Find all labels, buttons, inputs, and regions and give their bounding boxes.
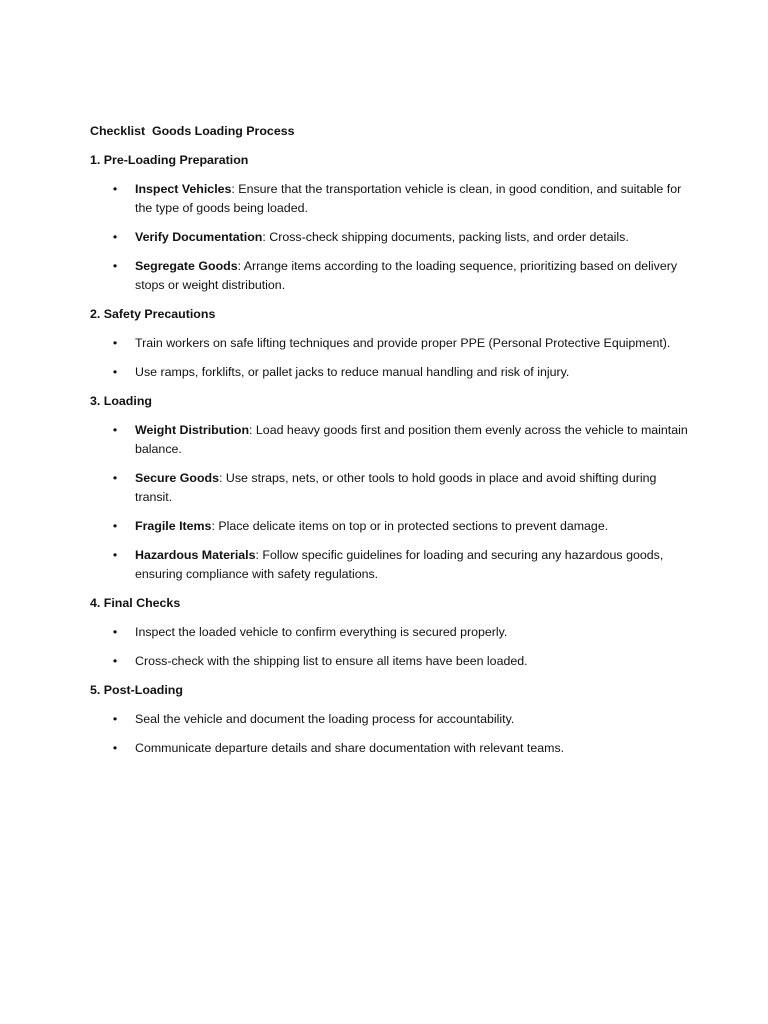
item-term: Fragile Items	[135, 519, 212, 533]
item-text: : Place delicate items on top or in protected sections to prevent damage.	[211, 519, 609, 533]
bullet-icon: •	[112, 712, 118, 726]
list-item	[90, 710, 690, 729]
list-item	[90, 469, 690, 507]
bullet-list	[90, 623, 690, 671]
item-term: Hazardous Materials	[135, 548, 256, 562]
list-item	[90, 623, 690, 642]
item-text: Use ramps, forklifts, or pallet jacks to reduce manual handling and risk of injury.	[135, 365, 570, 379]
list-item	[90, 517, 690, 536]
item-text: : Load heavy goods first and position them evenly across the vehicle to maintain balance.	[135, 423, 688, 456]
document-page	[90, 122, 690, 768]
bullet-icon: •	[112, 365, 118, 379]
list-item	[90, 257, 690, 295]
document-title: Checklist Goods Loading Process	[90, 124, 295, 138]
item-text: Seal the vehicle and document the loading process for accountability.	[135, 712, 515, 726]
section	[90, 594, 690, 671]
item-term: Secure Goods	[135, 471, 220, 485]
section-heading: 5. Post-Loading	[90, 683, 183, 697]
section	[90, 392, 690, 584]
bullet-icon: •	[112, 519, 118, 533]
item-term: Segregate Goods	[135, 259, 238, 273]
item-term: Weight Distribution	[135, 423, 250, 437]
bullet-icon: •	[112, 182, 118, 196]
bullet-list	[90, 334, 690, 382]
bullet-list	[90, 180, 690, 295]
section-heading: 1. Pre-Loading Preparation	[90, 153, 249, 167]
item-text: Communicate departure details and share documentation with relevant teams.	[135, 741, 565, 755]
section-heading: 2. Safety Precautions	[90, 307, 216, 321]
list-item	[90, 363, 690, 382]
list-item	[90, 421, 690, 459]
bullet-icon: •	[112, 548, 118, 562]
list-item	[90, 228, 690, 247]
sections-container	[90, 151, 690, 758]
bullet-icon: •	[112, 654, 118, 668]
item-text: : Follow specific guidelines for loading and securing any hazardous goods, ensuring compliance with safety regulations.	[135, 548, 664, 581]
section	[90, 681, 690, 758]
bullet-list	[90, 710, 690, 758]
bullet-icon: •	[112, 423, 118, 437]
list-item	[90, 546, 690, 584]
list-item	[90, 652, 690, 671]
item-text: : Use straps, nets, or other tools to hold goods in place and avoid shifting during transit.	[135, 471, 657, 504]
item-text: : Arrange items according to the loading sequence, prioritizing based on delivery stops or weight distribution.	[135, 259, 678, 292]
section	[90, 151, 690, 295]
list-item	[90, 334, 690, 353]
item-text: Train workers on safe lifting techniques and provide proper PPE (Personal Protective Equipment).	[135, 336, 671, 350]
section-heading: 4. Final Checks	[90, 596, 181, 610]
section-heading: 3. Loading	[90, 394, 152, 408]
bullet-list	[90, 421, 690, 584]
bullet-icon: •	[112, 230, 118, 244]
item-text: Inspect the loaded vehicle to confirm everything is secured properly.	[135, 625, 508, 639]
bullet-icon: •	[112, 336, 118, 350]
item-text: Cross-check with the shipping list to ensure all items have been loaded.	[135, 654, 528, 668]
item-text: : Ensure that the transportation vehicle is clean, in good condition, and suitable for the type of goods being loaded.	[135, 182, 682, 215]
item-term: Inspect Vehicles	[135, 182, 232, 196]
bullet-icon: •	[112, 625, 118, 639]
item-text: : Cross-check shipping documents, packing lists, and order details.	[262, 230, 629, 244]
list-item	[90, 180, 690, 218]
section	[90, 305, 690, 382]
bullet-icon: •	[112, 741, 118, 755]
bullet-icon: •	[112, 471, 118, 485]
list-item	[90, 739, 690, 758]
item-term: Verify Documentation	[135, 230, 263, 244]
bullet-icon: •	[112, 259, 118, 273]
